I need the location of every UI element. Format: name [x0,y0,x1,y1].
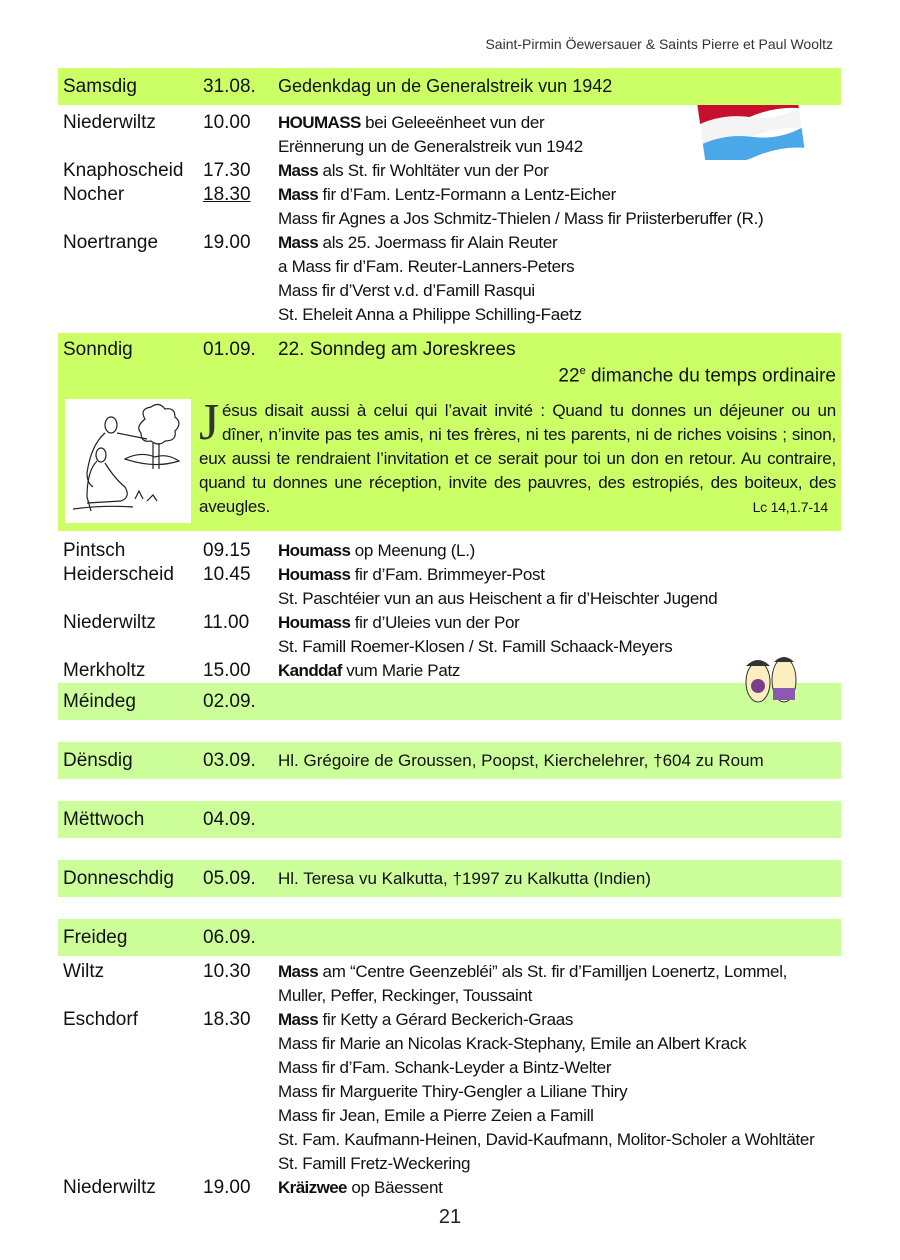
children-grapes-illustration-icon [738,650,808,710]
intention-text: vum Marie Patz [341,661,461,681]
intention-text: Mass fir Jean, Emile a Pierre Zeien a Famill [278,1106,594,1126]
day-header-mettwoch [58,801,841,838]
service-type: Kräizwee [278,1178,347,1198]
intention-text: St. Paschtéier vun an aus Heischent a fir d’Heischter Jugend [278,589,718,609]
entry-lines [278,159,841,183]
intention-text: fir d’Fam. Brimmeyer-Post [350,565,545,585]
gospel-text: ésus disait aussi à celui qui l’avait invité : Quand tu donnes un déjeuner ou un dîner, n’invite pas tes amis, ni tes frères, ni tes parents, ni de riches voisins ; sinon, eux aussi te rendraient l’invitation et ce serait pour toi un don en retour. Au contraire, quand tu donnes une réception, invite des pauvres, des estropiés, des boiteux, des aveugles. [199,401,836,517]
entry-line [278,135,841,159]
intention-text: Mass fir Marguerite Thiry-Gengler a Liliane Thiry [278,1082,628,1102]
intention-text: Mass fir Agnes a Jos Schmitz-Thielen / Mass fir Priisterberuffer (R.) [278,209,764,228]
drop-cap: J [199,394,220,452]
intention-text: Mass fir Marie an Nicolas Krack-Stephany, Emile an Albert Krack [278,1034,747,1054]
entry-line [278,111,841,135]
subtitle-text: dimanche du temps ordinaire [585,365,836,387]
entry-lines [278,231,841,327]
freideg-entries [58,960,841,1200]
entry-time: 10.30 [203,961,251,983]
entry-time: 19.00 [203,1177,251,1199]
entry-line [278,231,841,255]
entry-line [278,159,841,183]
day-title: Gedenkdag un de Generalstreik vun 1942 [278,76,613,96]
entry-line [278,539,841,563]
entry-line [278,563,841,587]
entry-time: 10.00 [203,112,251,133]
service-type: Houmass [278,613,351,633]
day-header-freideg [58,919,841,956]
entry-lines [278,960,841,1008]
entry-place: Eschdorf [63,1009,138,1031]
intention-text: a Mass fir d’Fam. Reuter-Lanners-Peters [278,257,575,276]
schedule-entry [58,183,841,231]
schedule-entry [58,611,841,659]
entry-lines [278,563,841,611]
intention-text: Erënnerung un de Generalstreik vun 1942 [278,137,583,156]
entry-time: 17.30 [203,160,251,181]
entry-place: Niederwiltz [63,112,156,133]
entry-place: Merkholtz [63,660,146,682]
liturgical-subtitle [63,365,836,387]
entry-time: 18.30 [203,1009,251,1031]
entry-line [278,207,841,231]
day-header-samsdig [58,68,841,105]
day-date: 06.09. [203,926,256,948]
service-type: Mass [278,185,319,204]
intention-text: St. Eheleit Anna a Philippe Schilling-Faetz [278,305,582,324]
entry-time: 10.45 [203,564,251,586]
entry-place: Knaphoscheid [63,160,184,181]
day-header-donneschdig [58,860,841,897]
entry-line [278,183,841,207]
entry-line [278,611,841,635]
entry-time: 11.00 [203,612,250,634]
gospel-illustration-icon [65,399,191,523]
schedule-entry [58,231,841,327]
entry-line [278,1008,841,1032]
day-date: 01.09. [203,339,256,360]
entry-line [278,1032,841,1056]
day-name: Samsdig [63,75,137,97]
entry-line [278,303,841,327]
day-block-sonndig [58,333,841,531]
intention-text: fir d’Uleies vun der Por [350,613,520,633]
intention-text: Mass fir d’Verst v.d. d’Famill Rasqui [278,281,535,300]
day-date: 05.09. [203,867,256,889]
entry-lines [278,539,841,563]
entry-time: 15.00 [203,660,251,682]
entry-line [278,1080,841,1104]
schedule-entry [58,539,841,563]
entry-line [278,984,841,1008]
intention-text: als St. fir Wohltäter vun der Por [318,161,549,180]
page-header: Saint-Pirmin Öewersauer & Saints Pierre et Paul Wooltz [485,36,833,52]
entry-lines [278,1008,841,1176]
service-type: HOUMASS [278,113,361,132]
schedule-entry [58,659,841,683]
day-name: Méindeg [63,690,136,712]
schedule-entry [58,159,841,183]
intention-text: fir d’Fam. Lentz-Formann a Lentz-Eicher [318,185,617,204]
service-type: Mass [278,161,319,180]
page-number: 21 [438,1206,462,1228]
gospel-reference: Lc 14,1.7-14 [752,499,828,516]
entry-place: Pintsch [63,540,126,562]
schedule-sheet [58,68,841,1200]
day-title: Hl. Teresa vu Kalkutta, †1997 zu Kalkutta (Indien) [278,868,651,888]
schedule-entry [58,1008,841,1176]
subtitle-number: 22 [558,365,580,387]
day-name: Donneschdig [63,867,174,889]
entry-line [278,1056,841,1080]
entry-line [278,1152,841,1176]
entry-line [278,279,841,303]
entry-line [278,1128,841,1152]
day-date: 04.09. [203,808,256,830]
gospel-text-block [191,394,836,523]
day-header-meindeg [58,683,841,720]
service-type: Houmass [278,541,351,561]
entry-line [278,1104,841,1128]
entry-place: Niederwiltz [63,1177,156,1199]
service-type: Mass [278,1010,319,1030]
entry-place: Heiderscheid [63,564,174,586]
day-name: Dënsdig [63,749,133,771]
service-type: Kanddaf [278,661,342,681]
entry-lines [278,1176,841,1200]
day-header-densdig [58,742,841,779]
entry-line [278,255,841,279]
entry-line [278,960,841,984]
day-name: Sonndig [63,339,133,360]
entry-place: Wiltz [63,961,105,983]
sonndig-entries [58,539,841,683]
schedule-entry [58,563,841,611]
day-title: Hl. Grégoire de Groussen, Poopst, Kierchelehrer, †604 zu Roum [278,750,764,770]
gospel-excerpt [63,394,836,523]
service-type: Houmass [278,565,351,585]
entry-time: 19.00 [203,232,251,253]
service-type: Mass [278,233,319,252]
day-title: 22. Sonndeg am Joreskrees [278,339,516,360]
entry-place: Nocher [63,184,125,205]
intention-text: Mass fir d’Fam. Schank-Leyder a Bintz-Welter [278,1058,612,1078]
intention-text: op Meenung (L.) [350,541,475,561]
intention-text: am “Centre Geenzebléi” als St. fir d’Familljen Loenertz, Lommel, [318,962,788,982]
schedule-entry [58,111,841,159]
intention-text: St. Famill Fretz-Weckering [278,1154,471,1174]
subtitle-sup: e [579,365,586,377]
intention-text: Muller, Peffer, Reckinger, Toussaint [278,986,533,1006]
day-date: 31.08. [203,75,256,97]
schedule-entry [58,1176,841,1200]
service-type: Mass [278,962,319,982]
entry-time: 18.30 [203,184,251,205]
intention-text: St. Famill Roemer-Klosen / St. Famill Schaack-Meyers [278,637,673,657]
entry-lines [278,111,841,159]
entry-place: Noertrange [63,232,159,253]
entry-time: 09.15 [203,540,251,562]
day-name: Freideg [63,926,128,948]
day-date: 02.09. [203,690,256,712]
intention-text: bei Geleeënheet vun der [360,113,545,132]
schedule-entry [58,960,841,1008]
entry-line [278,1176,841,1200]
intention-text: St. Fam. Kaufmann-Heinen, David-Kaufmann, Molitor-Scholer a Wohltäter [278,1130,815,1150]
intention-text: op Bäessent [346,1178,443,1198]
day-date: 03.09. [203,749,256,771]
day-name: Mëttwoch [63,808,145,830]
intention-text: fir Ketty a Gérard Beckerich-Graas [318,1010,574,1030]
entry-line [278,587,841,611]
entry-lines [278,183,841,231]
samsdig-entries [58,111,841,327]
entry-place: Niederwiltz [63,612,156,634]
intention-text: als 25. Joermass fir Alain Reuter [318,233,558,252]
